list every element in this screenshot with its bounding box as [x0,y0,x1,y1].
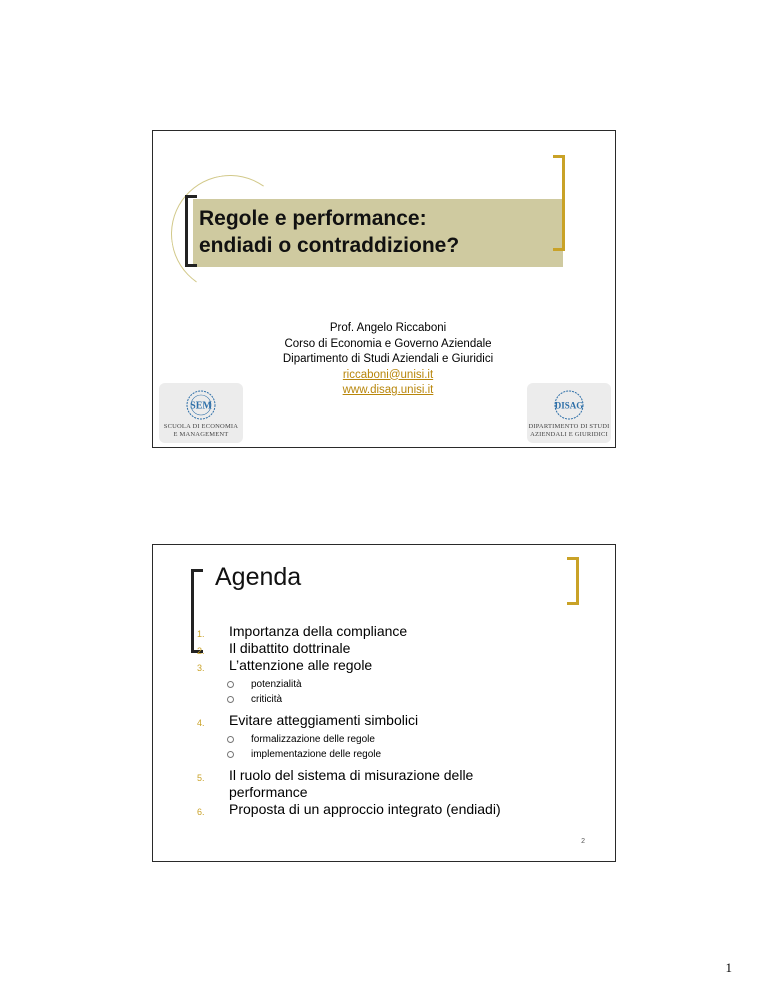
agenda-item [153,712,616,729]
agenda-item-number: 6. [197,807,205,817]
agenda-item [153,801,616,818]
circle-bullet-icon [227,696,234,703]
agenda-item-text: Proposta di un approccio integrato (endiadi) [229,801,501,817]
right-bracket [567,557,579,605]
agenda-item [153,640,616,657]
circle-bullet-icon [227,751,234,758]
email-link[interactable]: riccaboni@unisi.it [342,368,434,381]
agenda-item-number: 5. [197,773,205,783]
sem-caption-line-2: E MANAGEMENT [173,431,229,438]
title-line-2: endiadi o contraddizione? [199,234,460,257]
agenda-item-number: 4. [197,718,205,728]
circle-bullet-icon [227,736,234,743]
agenda-title: Agenda [215,563,302,591]
left-bracket [185,195,197,267]
agenda-item-text: L’attenzione alle regole [229,657,373,673]
agenda-item-number: 3. [197,663,205,673]
agenda-subitem-text: potenzialità [251,679,302,690]
agenda-list [153,623,616,818]
agenda-item-text: Importanza della compliance [229,623,408,639]
title-line-1: Regole e performance: [199,207,427,230]
slide-number: 2 [581,838,585,845]
sem-seal-icon [181,389,221,421]
agenda-slide [152,544,616,862]
agenda-subitem [153,692,616,707]
agenda-item [153,623,616,640]
author-name: Prof. Angelo Riccaboni [329,322,447,334]
agenda-item [153,657,616,674]
sem-caption-line-1: SCUOLA DI ECONOMIA [163,423,239,430]
agenda-subitem-text: formalizzazione delle regole [251,734,375,745]
disag-logo [527,383,611,443]
agenda-item-number: 1. [197,629,205,639]
agenda-item-text: Evitare atteggiamenti simbolici [229,712,419,728]
agenda-item-text: Il ruolo del sistema di misurazione delle performance [229,767,474,800]
page-number: 1 [725,960,732,975]
agenda-subitem [153,732,616,747]
agenda-subitem [153,747,616,762]
department-name: Dipartimento di Studi Aziendali e Giuridici [282,353,494,365]
agenda-item-text: Il dibattito dottrinale [229,640,351,656]
website-link[interactable]: www.disag.unisi.it [342,384,434,396]
agenda-subitem-text: implementazione delle regole [251,749,382,760]
title-slide [152,130,616,448]
disag-logo-mark: DISAG [554,400,584,411]
disag-logo-caption [527,423,611,439]
circle-bullet-icon [227,681,234,688]
disag-seal-icon [549,389,589,421]
sem-logo [159,383,243,443]
agenda-item-number: 2. [197,646,205,656]
disag-caption-line-1: DIPARTIMENTO DI STUDI [528,423,610,430]
agenda-subitem-text: criticità [251,694,283,705]
agenda-item [153,767,616,801]
agenda-subitem [153,677,616,692]
author-block [253,321,523,399]
disag-caption-line-2: AZIENDALI E GIURIDICI [530,431,608,438]
sem-logo-caption [159,423,243,439]
sem-logo-mark: SEM [190,400,212,412]
slide-title [199,205,559,259]
course-name: Corso di Economia e Governo Aziendale [284,337,492,350]
